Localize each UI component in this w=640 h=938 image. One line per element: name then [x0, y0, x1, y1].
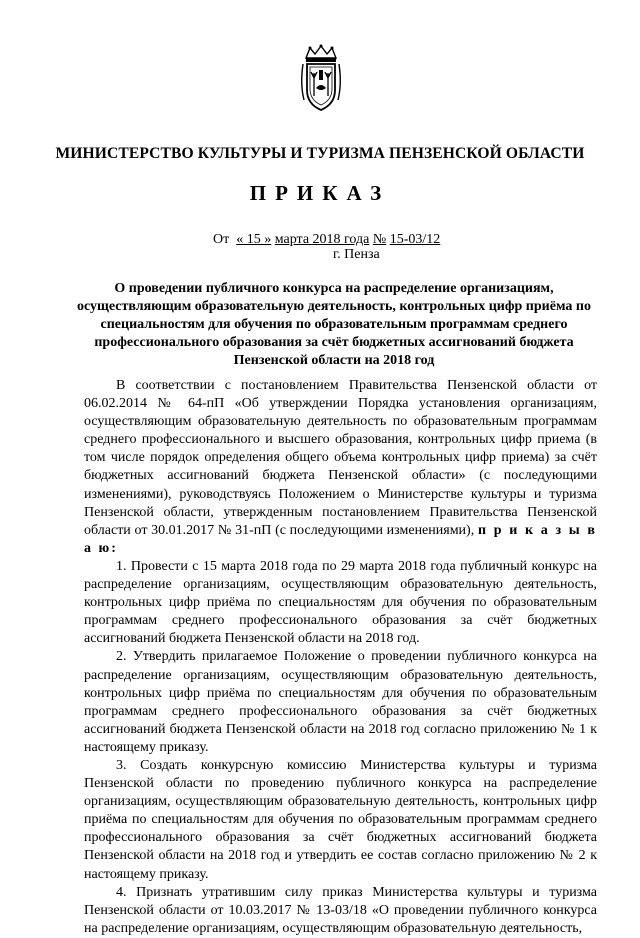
- order-item-4: 4. Признать утратившим силу приказ Министерства культуры и туризма Пензенской области от 10.03.2017 № 13-03/18 «О проведении публичного конкурса на распределение организациям, осуществляющим образовательную деятельность,: [84, 884, 597, 936]
- order-number: 15-03/12: [389, 232, 441, 247]
- order-item-2: 2. Утвердить прилагаемое Положение о проведении публичного конкурса на распределение организациям, осуществляющим образовательную деятельность, контрольных цифр приёма по специальностям для обучения по образовательным программам среднего профессионального образования за счёт бюджетных ассигнований бюджета Пензенской области на 2018 год согласно приложению № 1 к настоящему приказу.: [84, 649, 597, 755]
- order-date-number: [213, 232, 440, 248]
- number-sign: №: [372, 232, 387, 247]
- ministry-name: МИНИСТЕРСТВО КУЛЬТУРЫ И ТУРИЗМА ПЕНЗЕНСКОЙ ОБЛАСТИ: [55, 145, 585, 162]
- order-item-1: 1. Провести с 15 марта 2018 года по 29 марта 2018 года публичный конкурс на распределение организациям, осуществляющим образовательную деятельность, контрольных цифр приёма по специальностям для обучения по образовательным программам среднего профессионального образования за счёт бюджетных ассигнований бюджета Пензенской области на 2018 год.: [84, 558, 597, 647]
- order-body: [84, 377, 597, 938]
- preamble-text: В соответствии с постановлением Правительства Пензенской области от 06.02.2014 № 64-пП «Об утверждении Порядка установления организациям, осуществляющим образовательную деятельность по образовательным программам среднего профессионального и высшего образования, контрольных цифр приема (в том числе порядок определения общего объема контрольных цифр приема) за счёт бюджетных ассигнований бюджета Пензенской области» (с последующими изменениями), руководствуясь Положением о Министерстве культуры и туризма Пензенской области, утвержденным постановлением Правительства Пензенской области от 30.01.2017 № 31-пП (с последующими изменениями),: [84, 378, 597, 538]
- city: г. Пенза: [333, 247, 380, 262]
- date-day: « 15 »: [236, 232, 272, 247]
- pensa-coat-of-arms-icon: [298, 44, 344, 112]
- preamble-paragraph: [84, 377, 597, 558]
- order-subject-title: О проведении публичного конкурса на распределение организациям, осуществляющим образовательную деятельность, контрольных цифр приёма по специальностям для обучения по образовательным программам среднего профессионального образования за счёт бюджетных ассигнований бюджета Пензенской области на 2018 год: [77, 281, 591, 368]
- order-word: п р и к а з ы в а ю:: [84, 522, 597, 556]
- date-month-year: марта 2018 года: [274, 232, 370, 247]
- date-prefix: От: [213, 232, 230, 247]
- order-item-3: 3. Создать конкурсную комиссию Министерства культуры и туризма Пензенской области по проведению публичного конкурса на распределение организациям, осуществляющим образовательную деятельность, контрольных цифр приёма по специальностям для обучения по образовательным программам среднего профессионального образования за счёт бюджетных ассигнований бюджета Пензенской области на 2018 год и утвердить ее состав согласно приложению № 2 к настоящему приказу.: [84, 757, 597, 882]
- document-type-title: ПРИКАЗ: [249, 181, 391, 205]
